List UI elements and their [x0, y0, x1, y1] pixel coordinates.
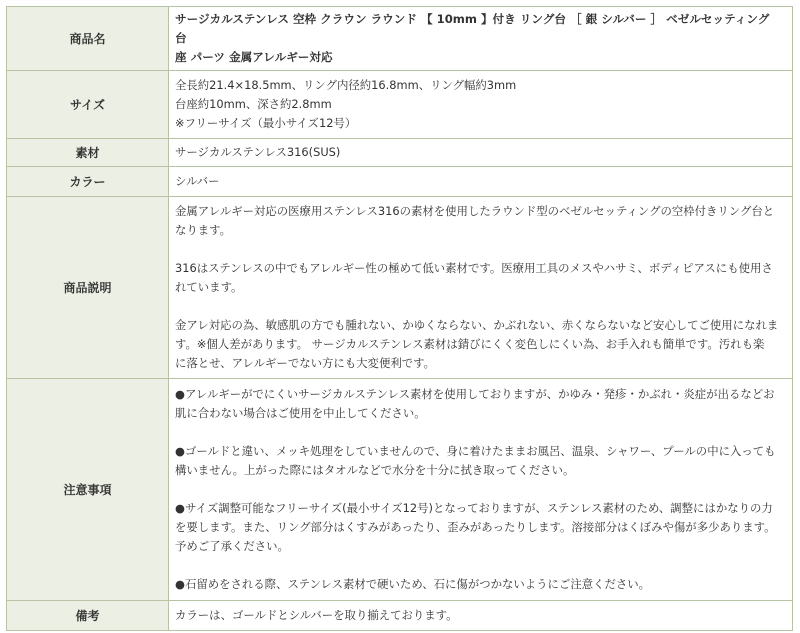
description-line: れています。 — [175, 280, 243, 294]
header-remarks: 備考 — [7, 601, 169, 631]
row-product-name — [7, 7, 793, 71]
description-line: す。※個人差があります。 サージカルステンレス素材は錆びにくく変色しにくい為、お手入れも簡単です。汚れも楽 — [175, 337, 765, 351]
header-product-name: 商品名 — [7, 7, 169, 71]
notes-paragraph — [175, 385, 784, 423]
product-spec-table — [6, 6, 793, 631]
size-line: ※フリーサイズ（最小サイズ12号） — [175, 116, 357, 130]
paragraph-gap — [175, 423, 784, 442]
notes-line: 構いません。上がった際にはタオルなどで水分を十分に拭き取ってください。 — [175, 463, 575, 477]
header-material: 素材 — [7, 139, 169, 167]
paragraph-gap — [175, 297, 784, 316]
notes-line: ●アレルギーがでにくいサージカルステンレス素材を使用しておりますが、かゆみ・発疹・かぶれ・炎症が出るなどお — [175, 387, 775, 401]
row-material — [7, 139, 793, 167]
row-remarks — [7, 601, 793, 631]
notes-line: ●石留めをされる際、ステンレス素材で硬いため、石に傷がつかないようにご注意ください。 — [175, 577, 651, 591]
header-description: 商品説明 — [7, 197, 169, 379]
notes-line: ●サイズ調整可能なフリーサイズ(最小サイズ12号)となっておりますが、ステンレス素材のため、調整にはかなりの力 — [175, 501, 773, 515]
header-size: サイズ — [7, 71, 169, 139]
notes-line: ●ゴールドと違い、メッキ処理をしていませんので、身に着けたままお風呂、温泉、シャワー、プールの中に入っても — [175, 444, 776, 458]
description-line: 316はステンレスの中でもアレルギー性の極めて低い素材です。医療用工具のメスやハサミ、ボディピアスにも使用さ — [175, 261, 773, 275]
paragraph-gap — [175, 240, 784, 259]
paragraph-gap — [175, 556, 784, 575]
notes-line: 肌に合わない場合はご使用を中止してください。 — [175, 406, 426, 420]
value-remarks: カラーは、ゴールドとシルバーを取り揃えております。 — [169, 601, 793, 631]
value-material: サージカルステンレス316(SUS) — [169, 139, 793, 167]
notes-paragraph — [175, 499, 784, 556]
size-line: 台座約10mm、深さ約2.8mm — [175, 97, 332, 111]
description-line: 金アレ対応の為、敏感肌の方でも腫れない、かゆくならない、かぶれない、赤くならないなど安心してご使用になれま — [175, 318, 779, 332]
value-size — [169, 71, 793, 139]
product-name-line: サージカルステンレス 空枠 クラウン ラウンド 【 10mm 】付き リング台 ［ 銀 シルバー ］ ベゼルセッティング 台 — [175, 12, 770, 45]
notes-line: 予めご了承ください。 — [175, 539, 289, 553]
row-description — [7, 197, 793, 379]
size-line: 全長約21.4×18.5mm、リング内径約16.8mm、リング幅約3mm — [175, 78, 517, 92]
row-size — [7, 71, 793, 139]
value-description — [169, 197, 793, 379]
header-color: カラー — [7, 167, 169, 197]
description-line: 金属アレルギー対応の医療用ステンレス316の素材を使用したラウンド型のベゼルセッティングの空枠付きリング台と — [175, 204, 775, 218]
paragraph-gap — [175, 480, 784, 499]
description-line: に落とせ、アレルギーでない方にも大変便利です。 — [175, 356, 435, 370]
notes-paragraph — [175, 442, 784, 480]
notes-line: を要します。また、リング部分はくすみがあったり、歪みがあったりします。溶接部分はくぼみや傷が多少あります。 — [175, 520, 776, 534]
value-notes — [169, 379, 793, 601]
description-paragraph — [175, 202, 784, 240]
header-notes: 注意事項 — [7, 379, 169, 601]
description-line: なります。 — [175, 223, 232, 237]
value-color: シルバー — [169, 167, 793, 197]
description-paragraph — [175, 316, 784, 373]
row-notes — [7, 379, 793, 601]
value-product-name — [169, 7, 793, 71]
row-color — [7, 167, 793, 197]
notes-paragraph — [175, 575, 784, 594]
product-name-line: 座 パーツ 金属アレルギー対応 — [175, 50, 333, 64]
description-paragraph — [175, 259, 784, 297]
